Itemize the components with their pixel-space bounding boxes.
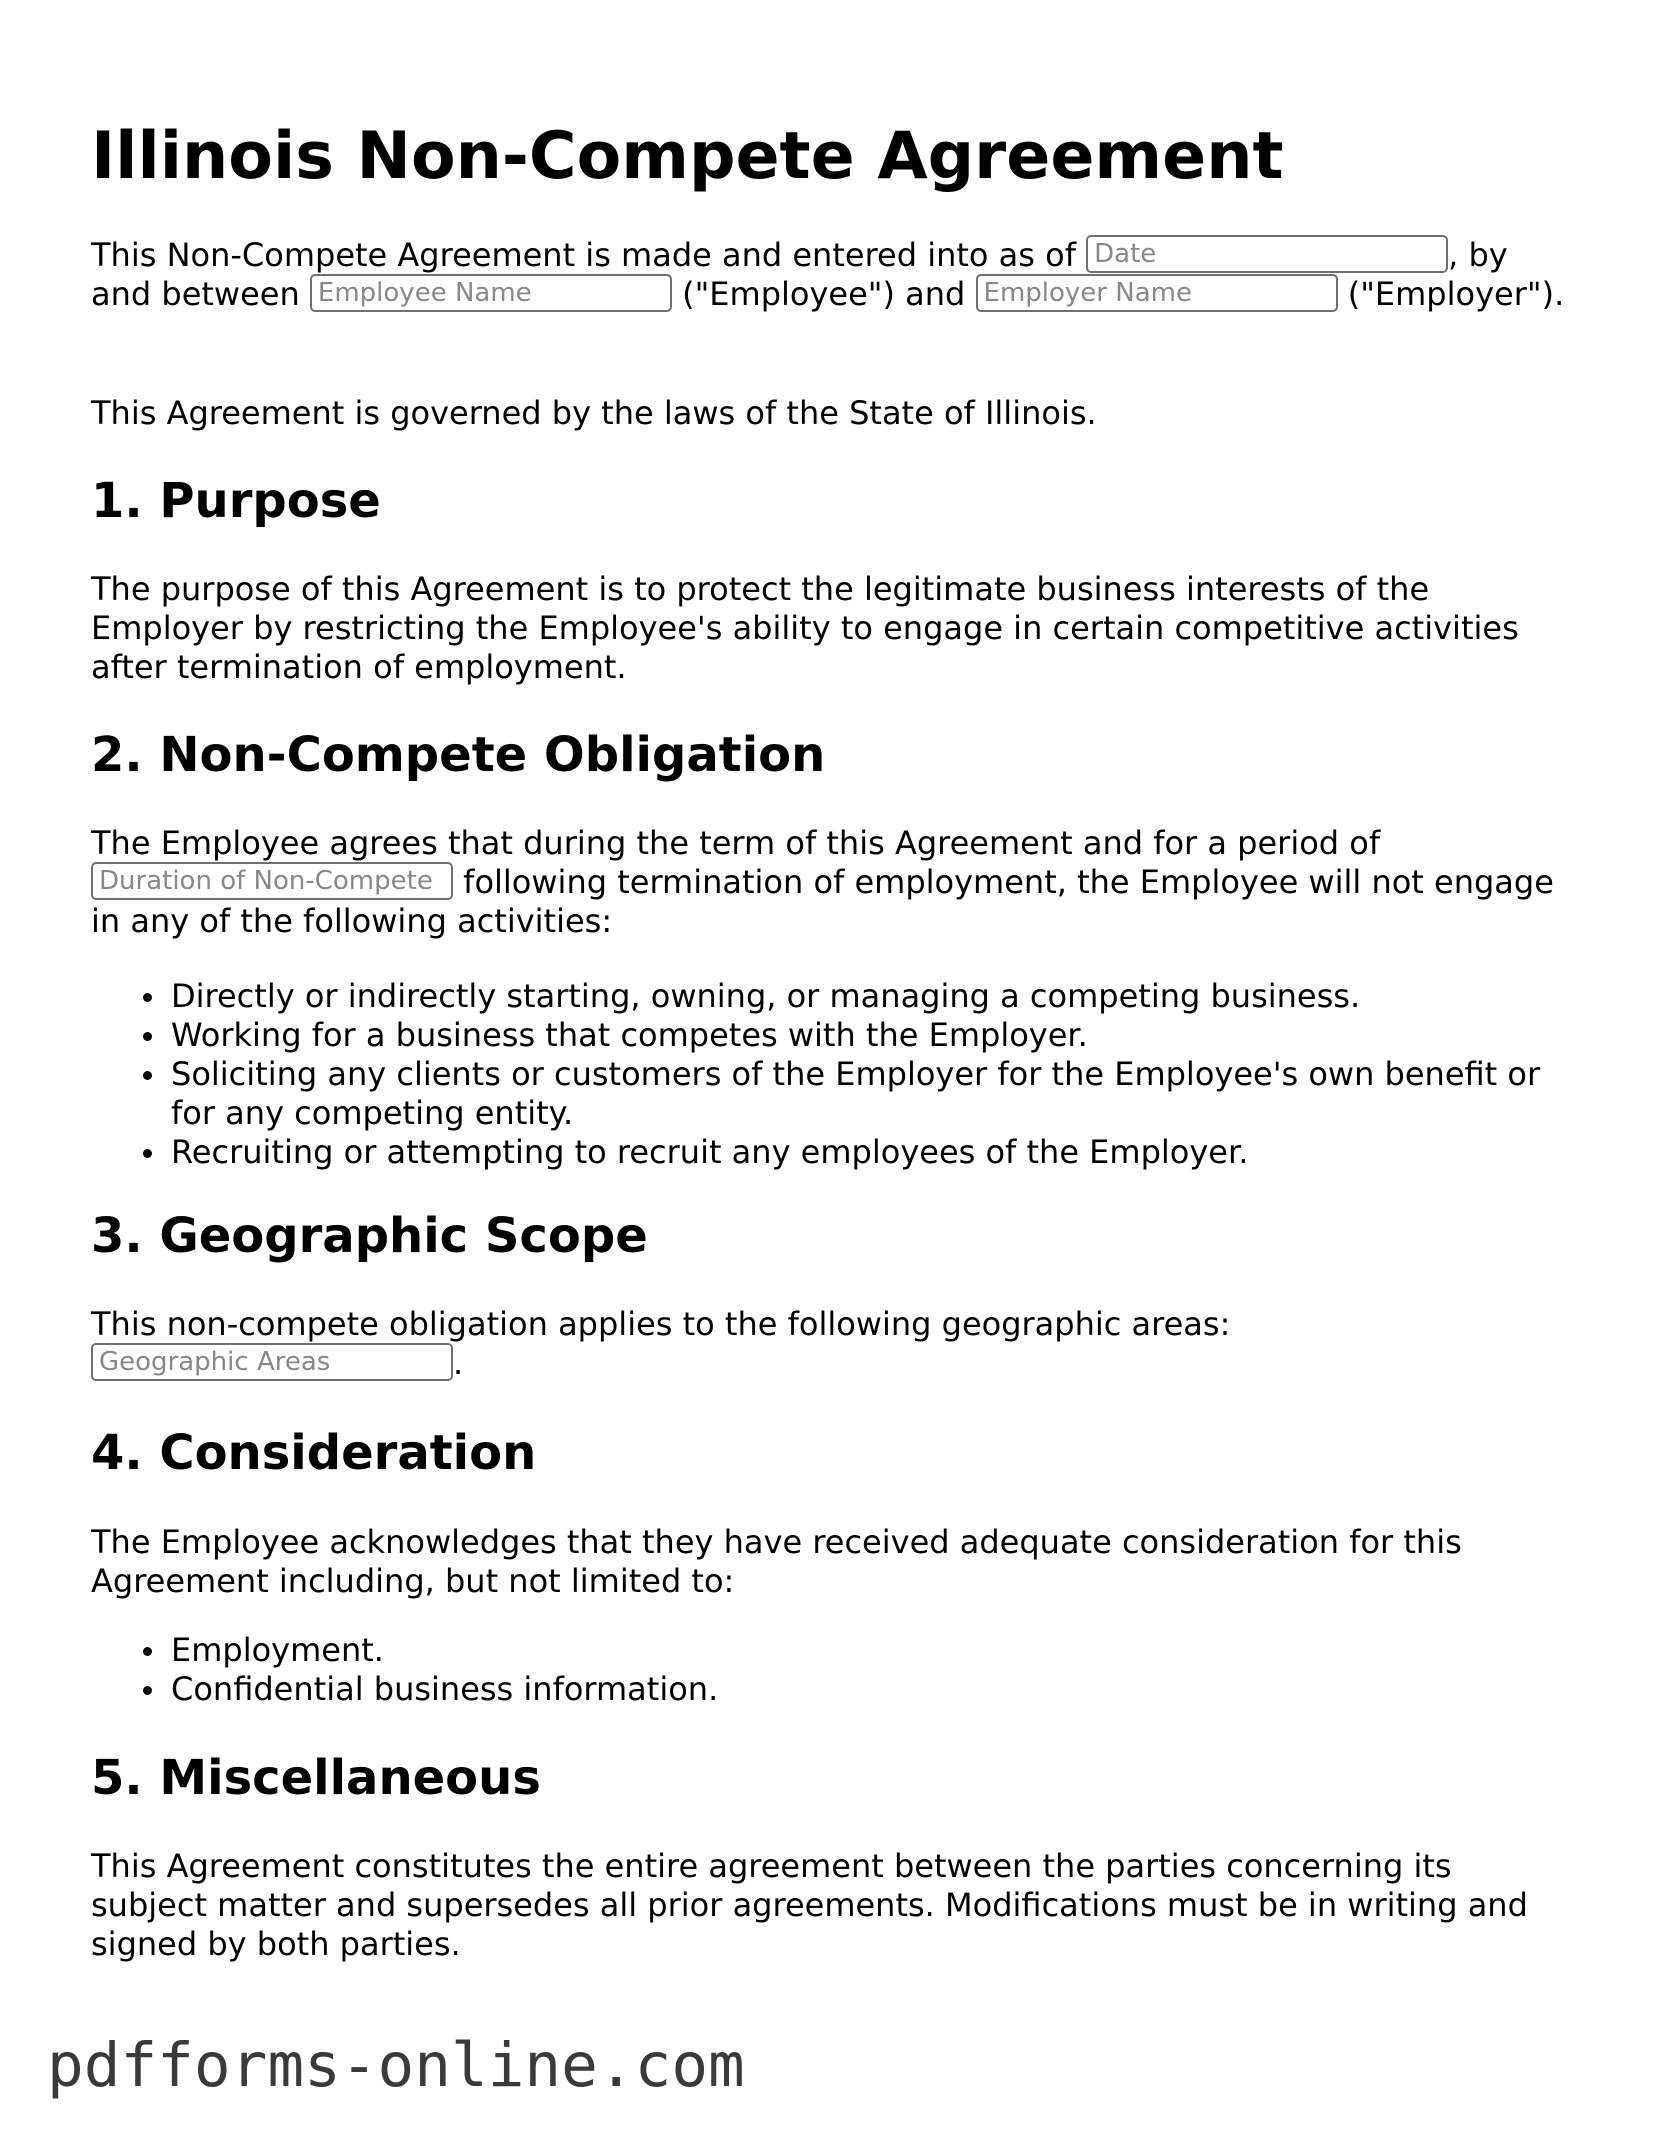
intro-text-1: This Non-Compete Agreement is made and entered into as of — [91, 236, 1076, 274]
obligation-text-1: The Employee agrees that during the term of this Agreement and for a period of — [91, 824, 1381, 862]
geographic-text-2: . — [453, 1344, 464, 1382]
section-consideration-heading: 4. Consideration — [91, 1425, 537, 1481]
section-consideration-body: The Employee acknowledges that they have received adequate consideration for this Agreement including, but not limited to: — [91, 1523, 1462, 1600]
watermark: pdfforms-online.com — [47, 2030, 745, 2101]
section-geographic-body — [91, 1305, 1571, 1383]
date-field[interactable]: Date — [1086, 235, 1448, 273]
list-item: Confidential business information. — [171, 1670, 1571, 1709]
employer-name-field[interactable]: Employer Name — [976, 274, 1338, 312]
geographic-text-1: This non-compete obligation applies to the following geographic areas: — [91, 1305, 1231, 1343]
prohibited-activities-list — [91, 977, 1571, 1172]
section-purpose-body: The purpose of this Agreement is to protect the legitimate business interests of the Employer by restricting the Employee's ability to engage in certain competitive activities after termination of employment. — [91, 570, 1519, 686]
list-item: Employment. — [171, 1631, 1571, 1670]
governing-law-text: This Agreement is governed by the laws of the State of Illinois. — [91, 394, 1097, 432]
intro-text-4: ("Employer"). — [1347, 275, 1565, 313]
list-item: Soliciting any clients or customers of the Employer for the Employee's own benefit or for any competing entity. — [171, 1055, 1571, 1133]
obligation-text-2: following termination of employment, the Employee will not engage in any of the following activities: — [91, 863, 1554, 940]
section-purpose-heading: 1. Purpose — [91, 473, 381, 529]
intro-text-3: ("Employee") and — [682, 275, 966, 313]
section-obligation-body — [91, 824, 1571, 941]
page-title: Illinois Non-Compete Agreement — [91, 119, 1284, 194]
intro-text-2: , by and between — [91, 236, 1508, 313]
section-misc-heading: 5. Miscellaneous — [91, 1750, 541, 1806]
section-obligation-heading: 2. Non-Compete Obligation — [91, 727, 826, 783]
list-item: Working for a business that competes with the Employer. — [171, 1016, 1571, 1055]
employee-name-field[interactable]: Employee Name — [310, 274, 672, 312]
consideration-list — [91, 1631, 1571, 1709]
section-geographic-heading: 3. Geographic Scope — [91, 1208, 648, 1264]
section-misc-body: This Agreement constitutes the entire agreement between the parties concerning its subject matter and supersedes all prior agreements. Modifications must be in writing and signed by both parties. — [91, 1847, 1528, 1963]
duration-field[interactable]: Duration of Non-Compete — [91, 862, 453, 900]
list-item: Recruiting or attempting to recruit any employees of the Employer. — [171, 1133, 1571, 1172]
intro-paragraph — [91, 236, 1571, 314]
list-item: Directly or indirectly starting, owning, or managing a competing business. — [171, 977, 1571, 1016]
geographic-areas-field[interactable]: Geographic Areas — [91, 1343, 453, 1381]
